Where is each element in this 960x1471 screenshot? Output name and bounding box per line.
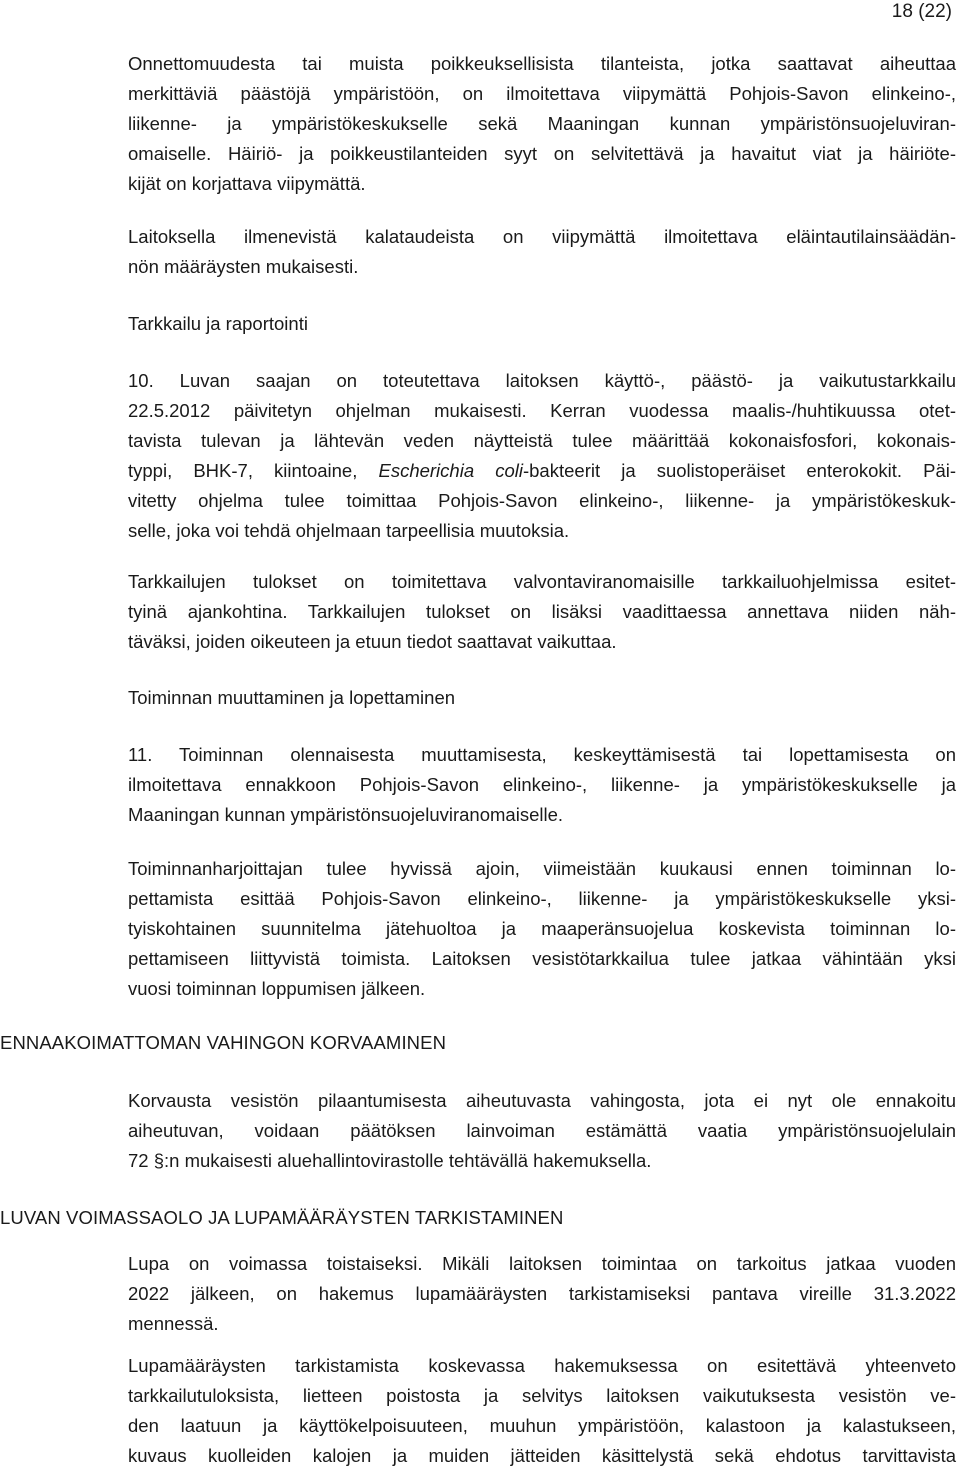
text-line: mennessä.	[128, 1313, 219, 1334]
text-line: 11. Toiminnan olennaisesta muuttamisesta, keskeyttämisestä tai lopettamisesta on	[128, 744, 956, 765]
text-line: den laatuun ja käyttökelpoisuuteen, muuhun ympäristöön, kalastoon ja kalastukseen,	[128, 1415, 956, 1436]
paragraph-validity	[128, 1249, 956, 1339]
subheading-change-termination: Toiminnan muuttaminen ja lopettaminen	[128, 687, 456, 708]
text-line: 2022 jälkeen, on hakemus lupamääräysten tarkistamiseksi pantava vireille 31.3.2022	[128, 1283, 956, 1304]
text-line: Lupa on voimassa toistaiseksi. Mikäli laitoksen toimintaa on tarkoitus jatkaa vuoden	[128, 1253, 956, 1274]
text-line: tavista tulevan ja lähtevän veden näytteistä tulee määrittää kokonaisfosfori, kokonais-	[128, 430, 956, 451]
text-run: -bakteerit ja suolistoperäiset enterokokit. Päi-	[522, 460, 957, 481]
text-line: tyinä ajankohtina. Tarkkailujen tulokset on lisäksi vaadittaessa annettava niiden näh-	[128, 601, 956, 622]
text-line: merkittäviä päästöjä ympäristöön, on ilmoitettava viipymättä Pohjois-Savon elinkeino-,	[128, 83, 956, 104]
section-heading-compensation: ENNAAKOIMATTOMAN VAHINGON KORVAAMINEN	[0, 1032, 447, 1053]
text-line: Tarkkailujen tulokset on toimitettava valvontaviranomaisille tarkkailuohjelmissa esitet-	[128, 571, 956, 592]
text-line: Onnettomuudesta tai muista poikkeuksellisista tilanteista, jotka saattavat aiheuttaa	[128, 53, 956, 74]
text-line: tarkkailutuloksista, lietteen poistosta ja selvitys laitoksen vaikutuksesta vesistön ve-	[128, 1385, 956, 1406]
text-line: liikenne- ja ympäristökeskukselle sekä Maaningan kunnan ympäristönsuojeluviran-	[128, 113, 956, 134]
page-number: 18 (22)	[891, 1, 952, 22]
paragraph-review-application	[128, 1351, 956, 1471]
paragraph-incident-reporting	[128, 49, 956, 199]
text-line: 72 §:n mukaisesti aluehallintovirastolle tehtävällä hakemuksella.	[128, 1150, 652, 1171]
text-line: Maaningan kunnan ympäristönsuojeluviranomaiselle.	[128, 804, 564, 825]
text-line: 10. Luvan saajan on toteutettava laitoksen käyttö-, päästö- ja vaikutustarkkailu	[128, 370, 956, 391]
paragraph-item-10	[128, 366, 956, 546]
text-line: pettamista esittää Pohjois-Savon elinkeino-, liikenne- ja ympäristökeskukselle yksi-	[128, 888, 956, 909]
text-line: vitetty ohjelma tulee toimittaa Pohjois-Savon elinkeino-, liikenne- ja ympäristökeskuk-	[128, 490, 956, 511]
text-line: nön määräysten mukaisesti.	[128, 256, 359, 277]
text-line: selle, joka voi tehdä ohjelmaan tarpeellisia muutoksia.	[128, 520, 570, 541]
text-line: Toiminnanharjoittajan tulee hyvissä ajoin, viimeistään kuukausi ennen toiminnan lo-	[128, 858, 956, 879]
text-line: ilmoitettava ennakkoon Pohjois-Savon elinkeino-, liikenne- ja ympäristökeskukselle ja	[128, 774, 956, 795]
paragraph-fish-disease	[128, 222, 956, 282]
text-line: omaiselle. Häiriö- ja poikkeustilanteiden syyt on selvitettävä ja havaitut viat ja häiriöte-	[128, 143, 956, 164]
species-name: Escherichia coli	[378, 460, 523, 481]
text-line: Korvausta vesistön pilaantumisesta aiheutuvasta vahingosta, jota ei nyt ole ennakoitu	[128, 1090, 956, 1111]
text-line	[128, 456, 956, 486]
paragraph-compensation	[128, 1086, 956, 1176]
text-line: kijät on korjattava viipymättä.	[128, 173, 366, 194]
paragraph-item-11	[128, 740, 956, 830]
paragraph-monitoring-results	[128, 567, 956, 657]
text-line: Laitoksella ilmenevistä kalataudeista on viipymättä ilmoitettava eläintautilainsäädän-	[128, 226, 956, 247]
text-line: vuosi toiminnan loppumisen jälkeen.	[128, 978, 426, 999]
section-heading-validity: LUVAN VOIMASSAOLO JA LUPAMÄÄRÄYSTEN TARKISTAMINEN	[0, 1207, 564, 1228]
subheading-monitoring: Tarkkailu ja raportointi	[128, 313, 308, 334]
text-line: kuvaus kuolleiden kalojen ja muiden jätteiden käsittelystä sekä ehdotus tarvittavista	[128, 1445, 956, 1466]
paragraph-termination-plan	[128, 854, 956, 1004]
text-line: 22.5.2012 päivitetyn ohjelman mukaisesti. Kerran vuodessa maalis-/huhtikuussa otet-	[128, 400, 956, 421]
text-line: tyiskohtainen suunnitelma jätehuoltoa ja maaperänsuojelua koskevista toiminnan lo-	[128, 918, 956, 939]
text-run: typpi, BHK-7, kiintoaine,	[128, 460, 379, 481]
text-line: aiheutuvan, voidaan päätöksen lainvoiman estämättä vaatia ympäristönsuojelulain	[128, 1120, 956, 1141]
text-line: Lupamääräysten tarkistamista koskevassa hakemuksessa on esitettävä yhteenveto	[128, 1355, 956, 1376]
text-line: täväksi, joiden oikeuteen ja etuun tiedot saattavat vaikuttaa.	[128, 631, 617, 652]
text-line: pettamiseen liittyvistä toimista. Laitoksen vesistötarkkailua tulee jatkaa vähintään yksi	[128, 948, 956, 969]
